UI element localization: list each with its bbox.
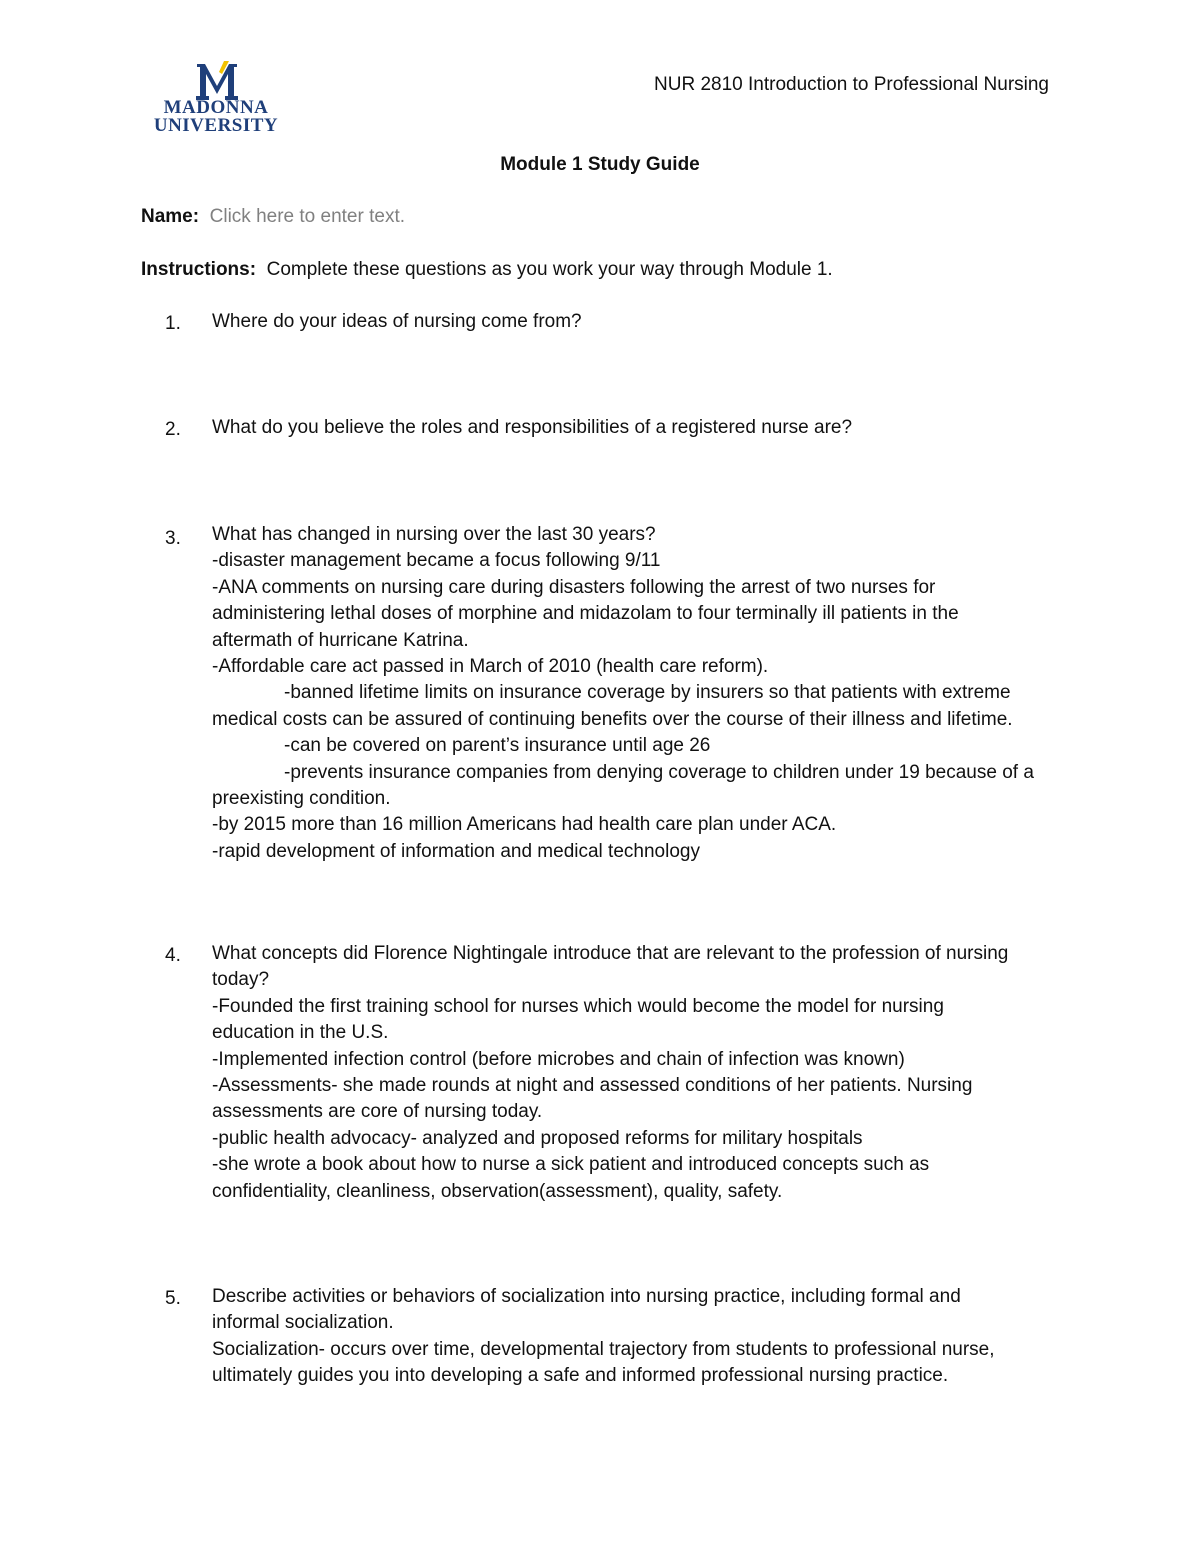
question-3 [212,522,1034,865]
answer-line: -Implemented infection control (before microbes and chain of infection was known) [212,1048,905,1070]
question-4-number: 4. [165,945,181,966]
document-title: Module 1 Study Guide [500,154,700,175]
answer-line: Describe activities or behaviors of socialization into nursing practice, including formal and [212,1286,961,1307]
answer-line: assessments are core of nursing today. [212,1101,543,1123]
answer-line: administering lethal doses of morphine and midazolam to four terminally ill patients in the [212,603,959,625]
answer-line: -prevents insurance companies from denying coverage to children under 19 because of a [284,761,1034,783]
course-header: NUR 2810 Introduction to Professional Nursing [654,74,1049,95]
answer-line: ultimately guides you into developing a safe and informed professional nursing practice. [212,1365,949,1387]
question-2-number: 2. [165,419,181,440]
answer-line: confidentiality, cleanliness, observation(assessment), quality, safety. [212,1180,783,1202]
answer-line: -Founded the first training school for nurses which would become the model for nursing [212,995,944,1017]
answer-line: -Assessments- she made rounds at night and assessed conditions of her patients. Nursing [212,1075,973,1097]
answer-line: education in the U.S. [212,1022,389,1044]
madonna-university-logo [150,60,282,138]
question-1 [212,309,582,335]
instructions-text: Complete these questions as you work your way through Module 1. [266,259,833,280]
question-2-line: What do you believe the roles and responsibilities of a registered nurse are? [212,417,853,438]
name-input[interactable]: Click here to enter text. [209,206,406,227]
answer-line: -ANA comments on nursing care during disasters following the arrest of two nurses for [212,576,936,598]
answer-line: Socialization- occurs over time, developmental trajectory from students to professional nurse, [212,1338,995,1360]
logo-text-madonna: MADONNA [163,97,269,118]
answer-line: What concepts did Florence Nightingale introduce that are relevant to the profession of nursing [212,943,1009,964]
answer-line: -rapid development of information and medical technology [212,840,700,862]
answer-line: -public health advocacy- analyzed and proposed reforms for military hospitals [212,1127,863,1149]
name-row [141,204,405,230]
question-1-line: Where do your ideas of nursing come from? [212,311,582,332]
instructions-row [141,257,833,283]
answer-line: -by 2015 more than 16 million Americans had health care plan under ACA. [212,814,837,836]
answer-line: -banned lifetime limits on insurance coverage by insurers so that patients with extreme [284,682,1011,704]
answer-line: medical costs can be assured of continuing benefits over the course of their illness and lifetime. [212,708,1013,730]
question-4 [212,941,1008,1205]
instructions-label: Instructions: [141,259,257,280]
logo-text-university: UNIVERSITY [153,115,279,136]
answer-line: -Affordable care act passed in March of 2010 (health care reform). [212,656,769,678]
question-5 [212,1284,995,1390]
question-5-number: 5. [165,1288,181,1309]
m-logo-icon [194,60,240,102]
name-label: Name: [141,206,200,227]
answer-line: -disaster management became a focus following 9/11 [212,550,661,572]
answer-line: -can be covered on parent’s insurance until age 26 [284,735,711,757]
answer-line: today? [212,969,270,991]
answer-line: preexisting condition. [212,788,391,810]
answer-line: -she wrote a book about how to nurse a sick patient and introduced concepts such as [212,1154,930,1176]
answer-line: aftermath of hurricane Katrina. [212,629,469,651]
answer-line: What has changed in nursing over the last 30 years? [212,524,656,545]
answer-line: informal socialization. [212,1312,394,1334]
question-2 [212,415,852,441]
question-1-number: 1. [165,313,181,334]
question-3-number: 3. [165,528,181,549]
